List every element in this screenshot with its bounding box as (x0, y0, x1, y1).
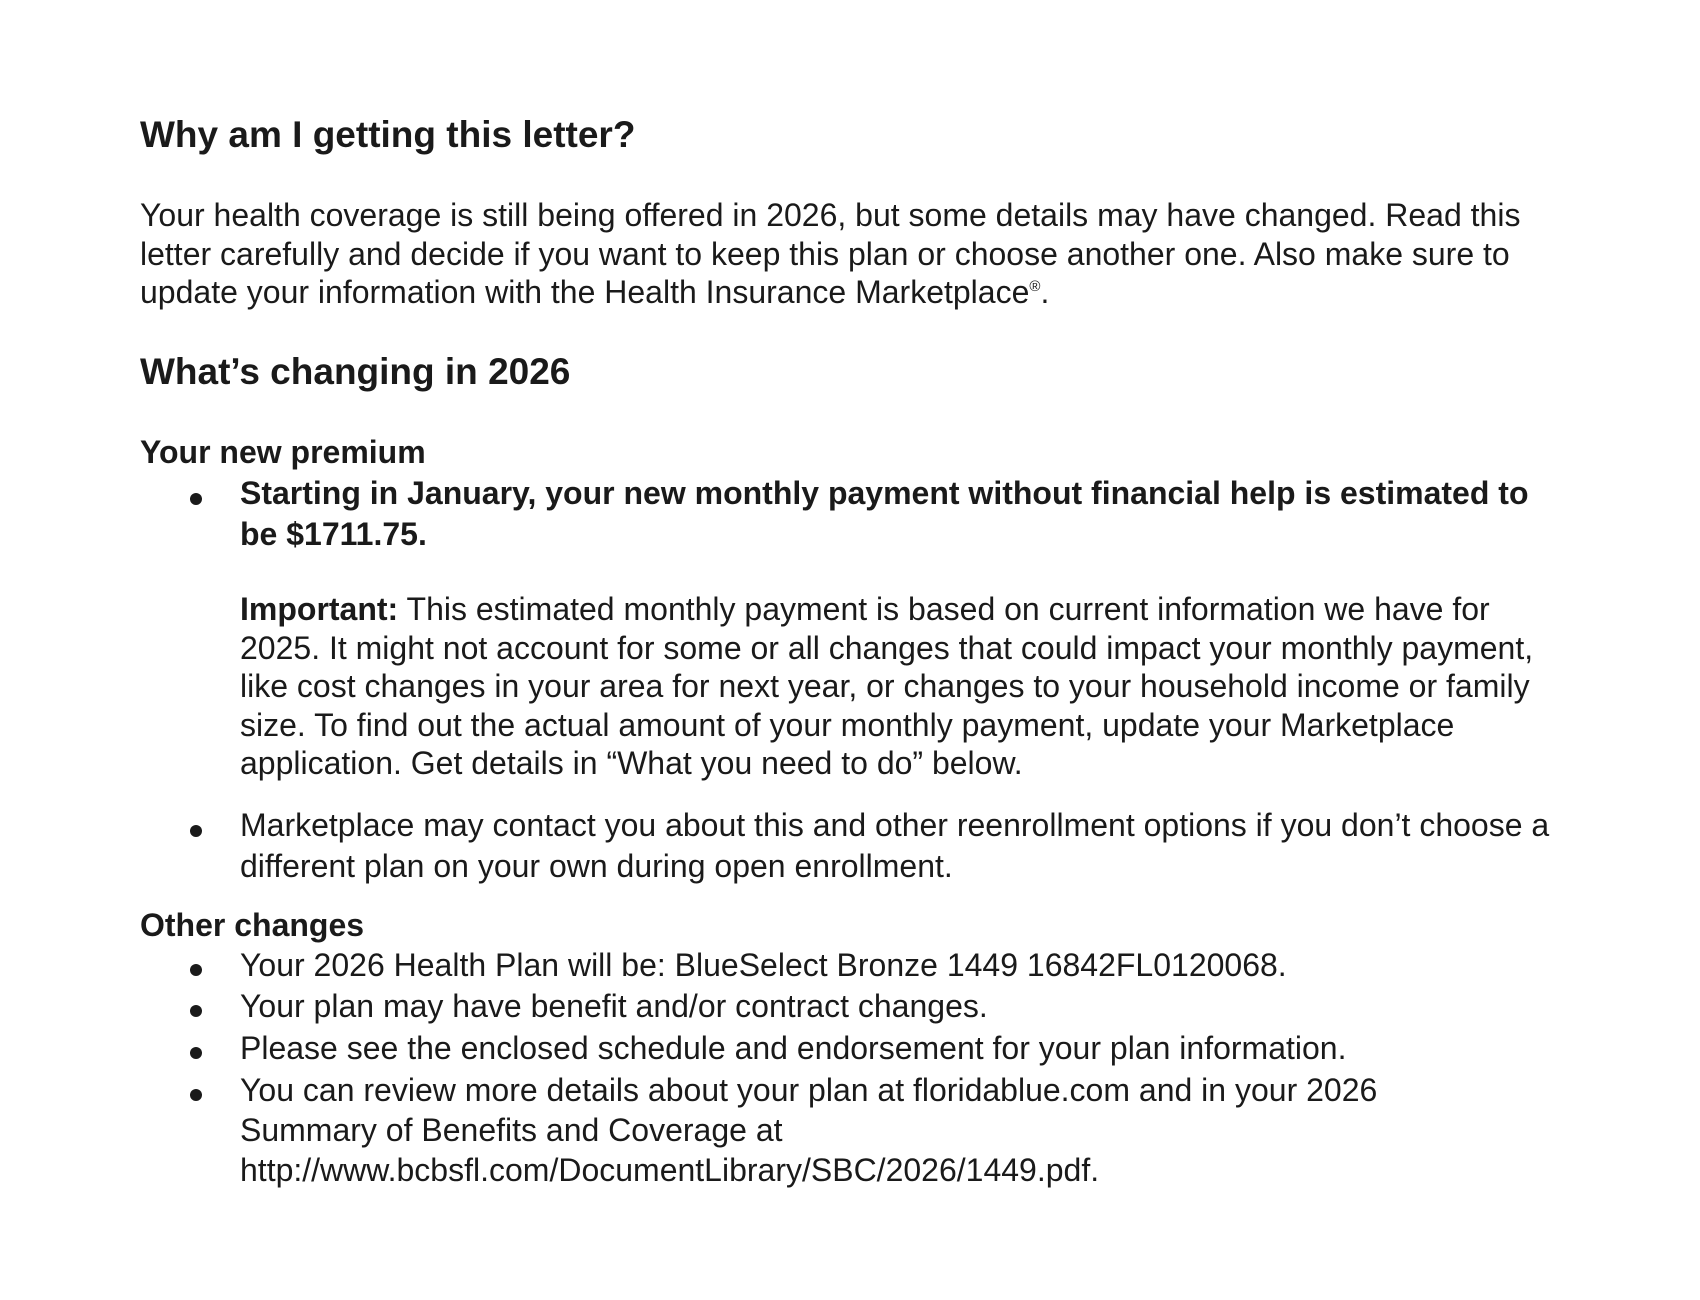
registered-mark: ® (1029, 278, 1041, 295)
other-changes-heading: Other changes (140, 907, 365, 943)
bullet-icon (190, 825, 202, 837)
intro-text: Your health coverage is still being offered in 2026, but some details may have changed. Read this letter carefully and decide if you want to keep this plan or choose another one. Also make sure to update your information with the Health Insurance Marketplace (140, 197, 1521, 310)
other-change-item-continued: Summary of Benefits and Coverage at (240, 1112, 783, 1148)
sbc-url: http://www.bcbsfl.com/DocumentLibrary/SBC/2026/1449.pdf. (240, 1152, 1100, 1188)
bullet-icon (190, 1089, 202, 1101)
intro-period: . (1040, 274, 1050, 310)
other-change-item: Please see the enclosed schedule and endorsement for your plan information. (240, 1030, 1347, 1066)
premium-estimate-text: Starting in January, your new monthly payment without financial help is estimated to be $1711.75. (240, 475, 1529, 552)
bullet-icon (190, 1005, 202, 1017)
other-change-item: Your 2026 Health Plan will be: BlueSelect Bronze 1449 16842FL0120068. (240, 947, 1287, 983)
other-change-item: You can review more details about your plan at floridablue.com and in your 2026 (240, 1072, 1378, 1108)
other-change-item: Your plan may have benefit and/or contract changes. (240, 988, 988, 1024)
bullet-icon (190, 964, 202, 976)
important-text: This estimated monthly payment is based on current information we have for 2025. It might not account for some or all changes that could impact your monthly payment, like cost changes in your area for next year, or changes to your household income or family size. To find out the actual amount of your monthly payment, update your Marketplace application. Get details in “What you need to do” below. (240, 591, 1534, 781)
bullet-icon (190, 493, 202, 505)
intro-paragraph (140, 196, 1560, 312)
important-note (240, 590, 1570, 783)
bullet-icon (190, 1047, 202, 1059)
important-label: Important: (240, 591, 399, 627)
why-letter-heading: Why am I getting this letter? (140, 114, 636, 155)
whats-changing-heading: What’s changing in 2026 (140, 351, 571, 392)
reenrollment-note: Marketplace may contact you about this and other reenrollment options if you don’t choose a different plan on your own during open enrollment. (240, 807, 1550, 884)
new-premium-heading: Your new premium (140, 434, 426, 470)
